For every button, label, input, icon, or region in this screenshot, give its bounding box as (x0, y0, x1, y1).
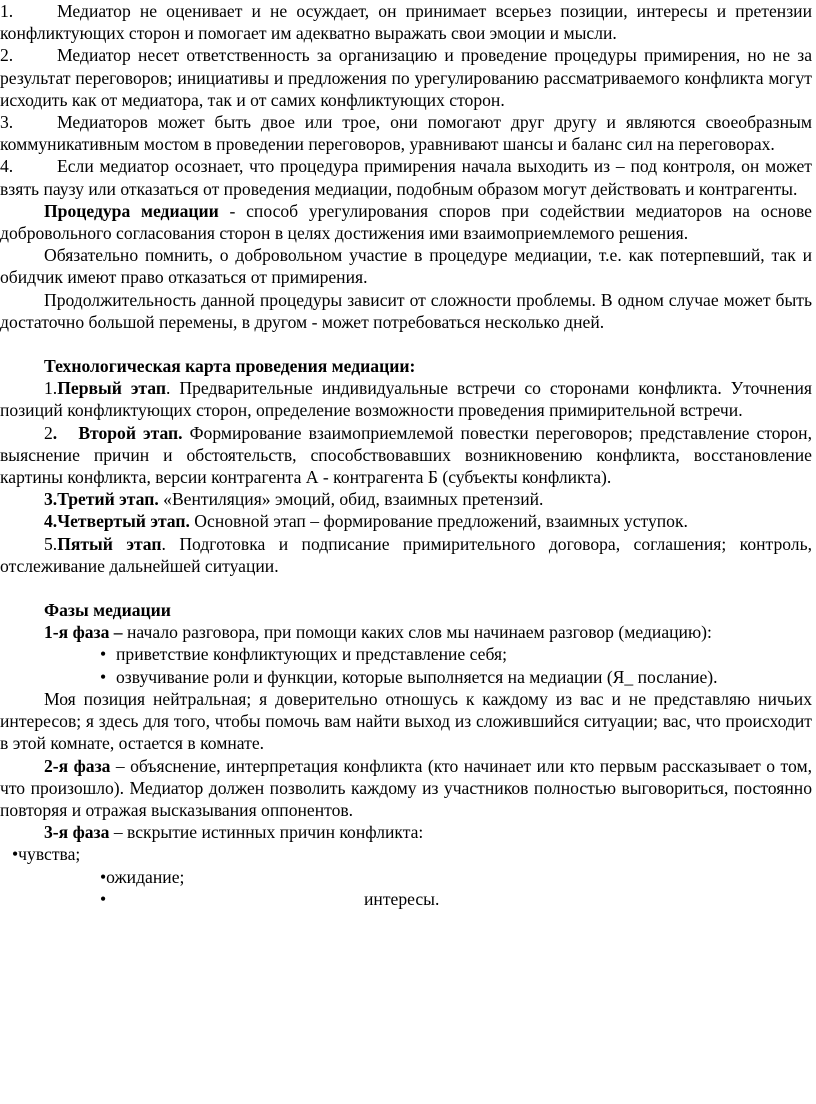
stage-1: 1.Первый этап. Предварительные индивидуальные встречи со сторонами конфликта. Уточнения позиций конфликтующих сторон, определение возможности проведения примирительной встречи. (0, 378, 812, 421)
stage-text: Основной этап – формирование предложений, взаимных уступок. (189, 511, 688, 532)
phase-2 (0, 755, 812, 822)
list-number: 4. (0, 156, 14, 177)
list-item-3 (0, 111, 812, 155)
phase-label: 3-я фаза (44, 822, 110, 843)
list-text: Медиатор несет ответственность за организацию и проведение процедуры примирения, но не за результат переговоров; инициативы и предложения по урегулированию рассматриваемого конфликта могут исходить как от медиатора, так и от самих конфликтующих сторон. (0, 45, 812, 110)
stage-label: Четвертый этап. (57, 511, 190, 532)
stage-text: . Подготовка и подписание примирительного договора, соглашения; контроль, отслеживание дальнейшей ситуации. (0, 533, 813, 576)
list-number: 3. (0, 112, 14, 133)
procedure-term: Процедура медиации (44, 200, 219, 221)
procedure-paragraph (0, 200, 812, 244)
voluntary-paragraph: Обязательно помнить, о добровольном участие в процедуре медиации, т.е. как потерпевший, так и обидчик имеют право отказаться от примирения. (0, 245, 812, 288)
phase-1-bullet-1: • приветствие конфликтующих и представление себя; (100, 644, 507, 665)
stage-text: Формирование взаимоприемлемой повестки переговоров; представление сторон, выяснение причин и обстоятельств, способствовавших возникновению конфликта, восстановление картины конфликта, версии контрагента А - контрагента Б (субъекты конфликта). (0, 422, 812, 488)
list-item-4 (0, 155, 812, 199)
list-text: Если медиатор осознает, что процедура примирения начала выходить из – под контроля, он может взять паузу или отказаться от проведения медиации, подобным образом могут действовать и контрагенты. (0, 156, 812, 199)
stage-label: . Второй этап. (52, 422, 183, 443)
list-item-1 (0, 0, 812, 44)
phase-1 (0, 621, 812, 643)
phases-heading: Фазы медиации (44, 600, 171, 621)
stage-text: . Предварительные индивидуальные встречи со сторонами конфликта. Уточнения позиций конфликтующих сторон, определение возможности проведения примирительной встречи. (0, 378, 812, 421)
phase-3 (0, 821, 812, 843)
stage-label: Третий этап. (57, 489, 159, 510)
duration-paragraph: Продолжительность данной процедуры зависит от сложности проблемы. В одном случае может быть достаточно большой перемены, в другом - может потребоваться несколько дней. (0, 289, 812, 332)
bullet-icon: • (100, 888, 107, 909)
bullet-icon: • (100, 666, 107, 687)
phase-3-bullet-3: • интересы. (100, 888, 440, 909)
stage-label: Пятый этап (57, 533, 162, 554)
list-item-2 (0, 44, 812, 111)
list-number: 2. (0, 45, 14, 66)
phase-text: – объяснение, интерпретация конфликта (кто начинает или кто первым рассказывает о том, что произошло). Медиатор должен позволить каждому из участников полностью выговориться, постоянно повторяя и отражая высказывания оппонентов. (0, 755, 812, 820)
position-paragraph: Моя позиция нейтральная; я доверительно отношусь к каждому из вас и не представляю ничьих интересов; я здесь для того, чтобы помочь вам найти выход из сложившийся ситуации; вас, что происходит в этой комнате, остается в комнате. (0, 688, 812, 754)
list-text: Медиатор не оценивает и не осуждает, он принимает всерьез позиции, интересы и претензии конфликтующих сторон и помогает им адекватно выражать свои эмоции и мысли. (0, 1, 812, 44)
phase-1-bullet-2: • озвучивание роли и функции, которые выполняется на медиации (Я_ послание). (100, 666, 718, 687)
spacer (0, 333, 812, 355)
stage-text: «Вентиляция» эмоций, обид, взаимных претензий. (158, 489, 544, 510)
phase-label: 1-я фаза – (44, 622, 123, 643)
phase-label: 2-я фаза (44, 755, 111, 776)
bullet-icon: • (100, 644, 107, 665)
stage-2: 2. Второй этап. Формирование взаимоприемлемой повестки переговоров; представление сторон, выяснение причин и обстоятельств, способствовавших возникновению конфликта, восстановление картины конфликта, версии контрагента А - контрагента Б (субъекты конфликта). (0, 422, 812, 488)
phase-text: начало разговора, при помощи каких слов мы начинаем разговор (медиацию): (122, 622, 712, 643)
stage-label: Первый этап (57, 378, 166, 399)
list-text: Медиаторов может быть двое или трое, они помогают друг другу и являются своеобразным коммуникативным мостом в проведении переговоров, уравнивают шансы и баланс сил на переговорах. (0, 112, 812, 155)
phase-text: – вскрытие истинных причин конфликта: (109, 822, 424, 843)
spacer (0, 577, 812, 599)
procedure-definition: - способ урегулирования споров при содействии медиаторов на основе добровольного согласования сторон в целях достижения ими взаимоприемлемого решения. (0, 200, 812, 244)
phase-3-bullet-2: •ожидание; (100, 866, 185, 887)
list-number: 1. (0, 1, 14, 21)
stage-5: 5.Пятый этап. Подготовка и подписание примирительного договора, соглашения; контроль, отслеживание дальнейшей ситуации. (0, 533, 813, 576)
tech-map-heading: Технологическая карта проведения медиации: (44, 356, 416, 377)
bullet-icon: • (12, 844, 19, 865)
stage-4: 4.Четвертый этап. Основной этап – формирование предложений, взаимных уступок. (44, 511, 688, 532)
stage-3: 3.Третий этап. «Вентиляция» эмоций, обид, взаимных претензий. (44, 489, 544, 510)
bullet-icon: • (100, 866, 107, 887)
phase-3-bullet-1: •чувства; (12, 844, 81, 865)
